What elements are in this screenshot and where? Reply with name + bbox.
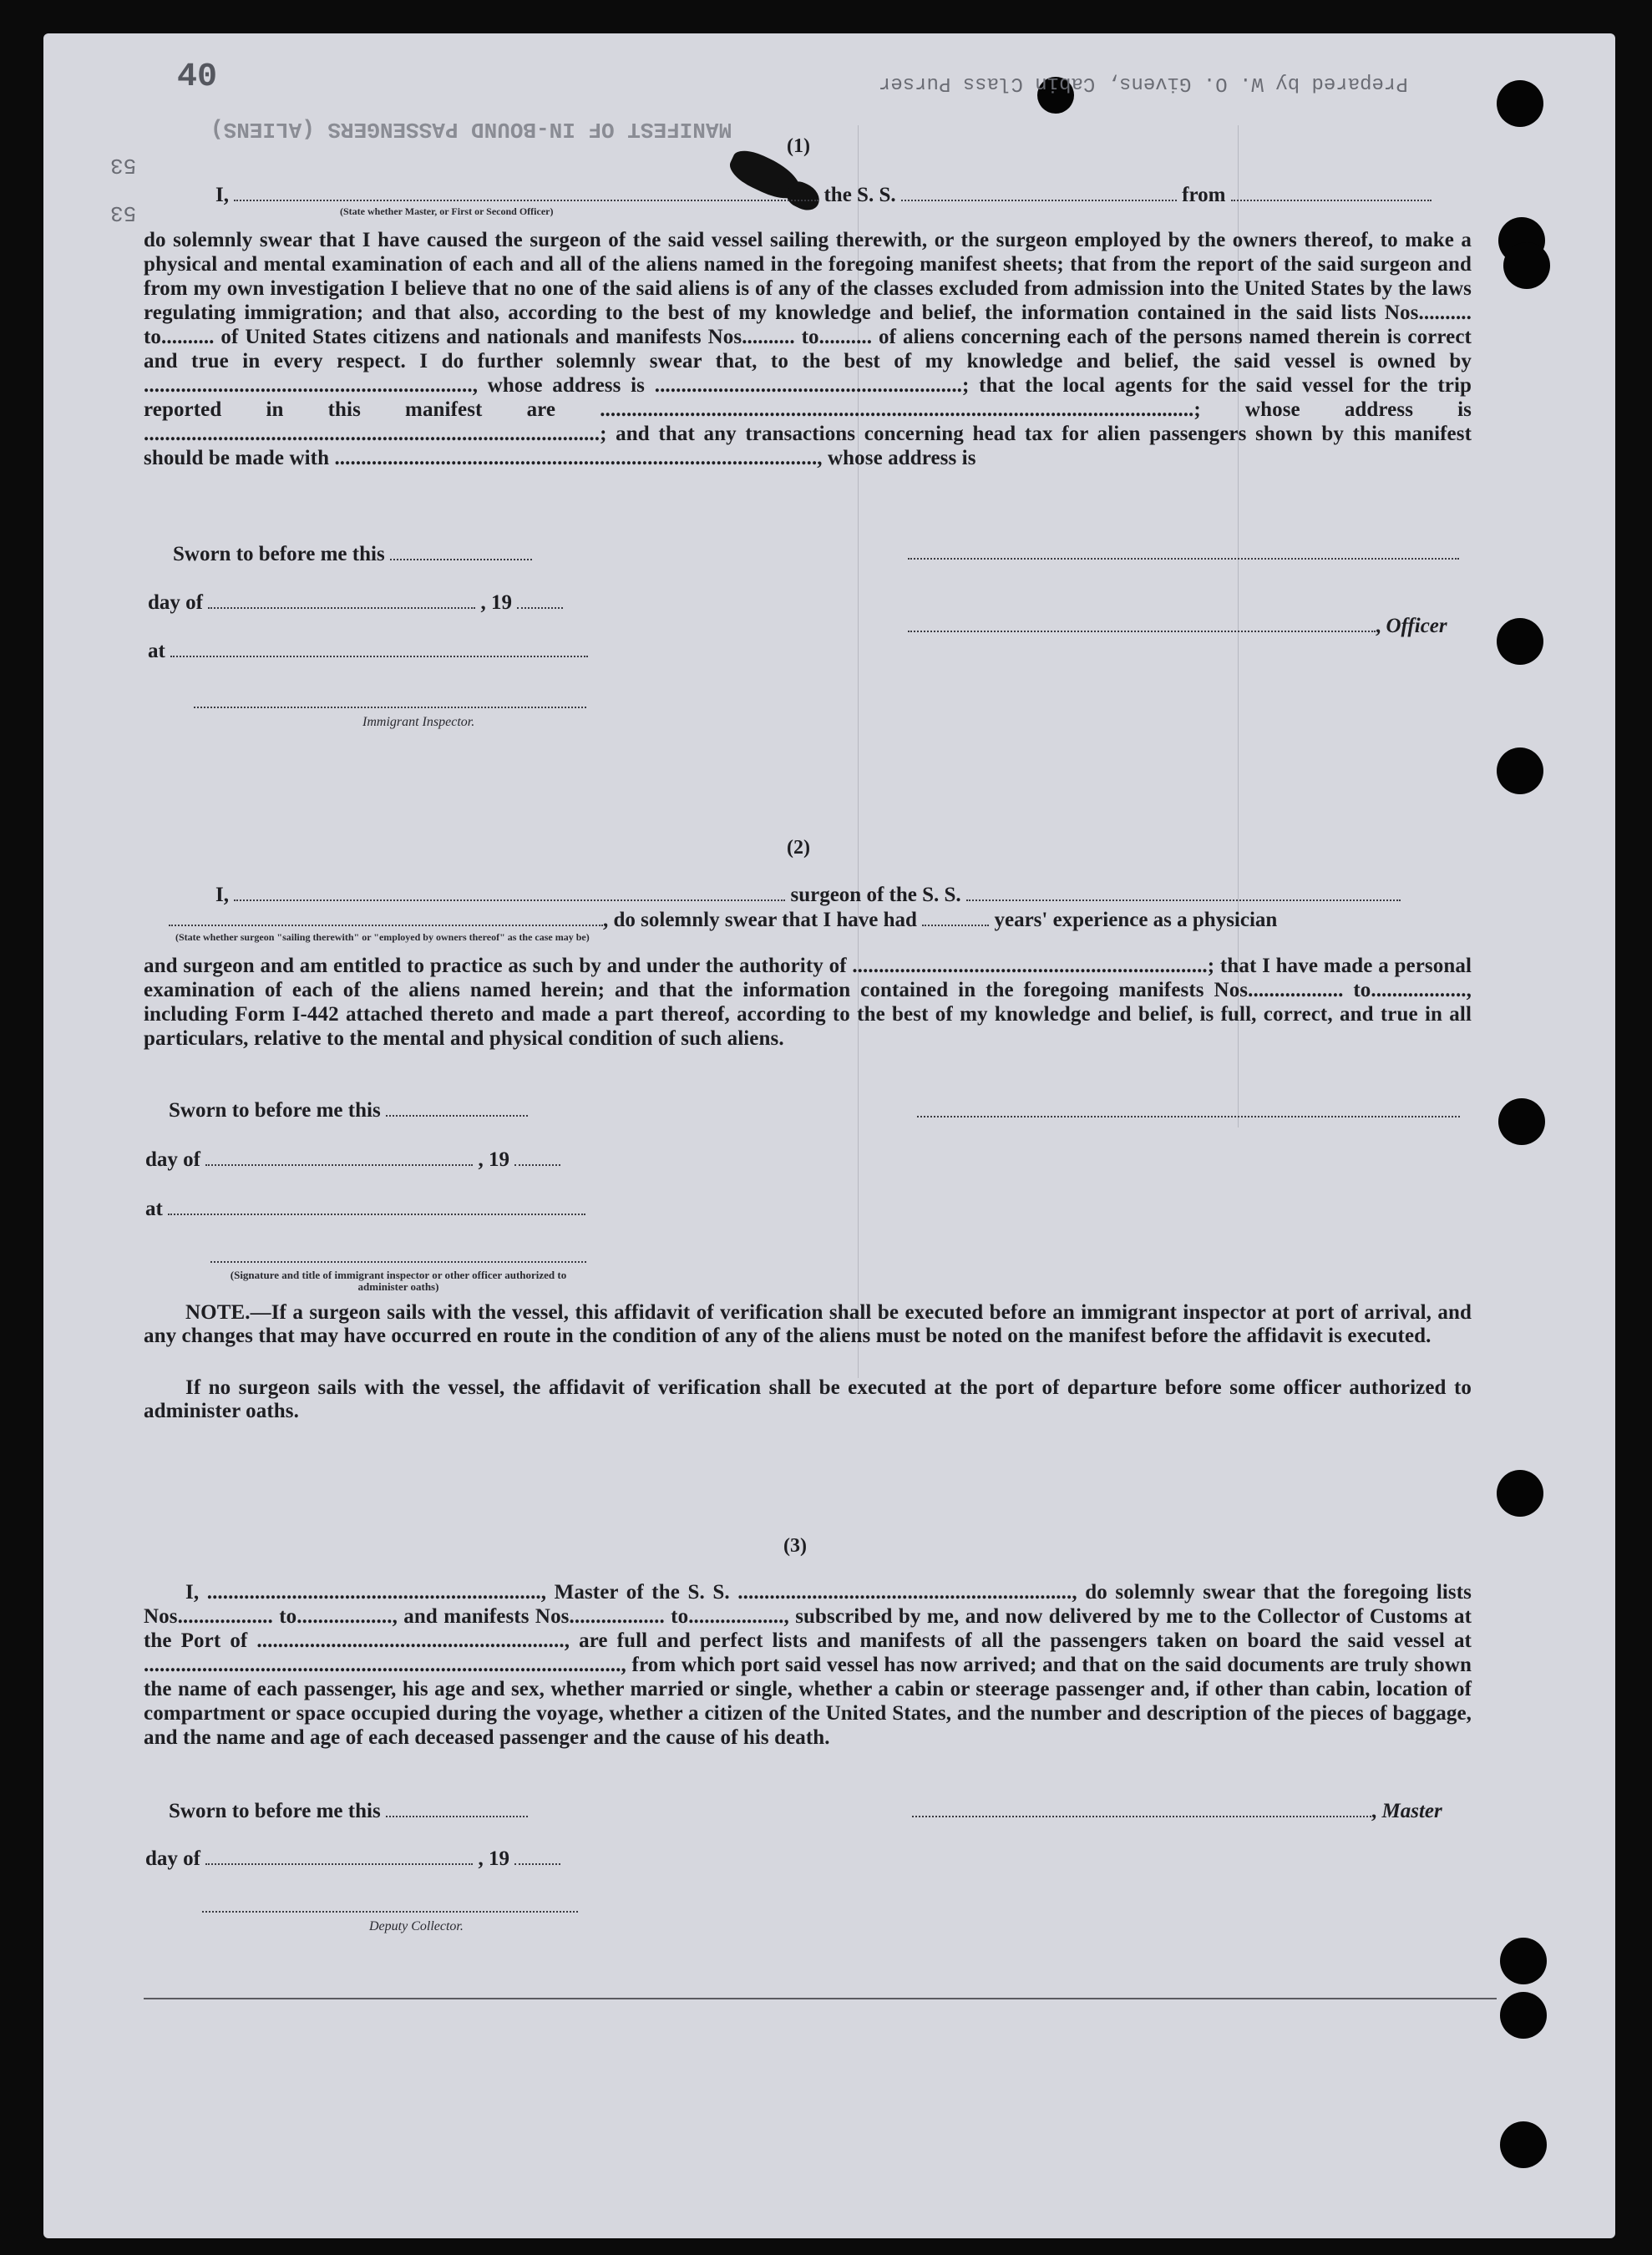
inspector-line: [210, 1261, 586, 1263]
section-1-number: (1): [787, 135, 810, 157]
punch-hole: [1500, 2121, 1547, 2168]
signature-line: [917, 1116, 1460, 1117]
section-3-sworn: Sworn to before me this: [169, 1800, 528, 1823]
collector-line: [202, 1911, 578, 1913]
punch-hole: [1500, 1938, 1547, 1984]
punch-hole: [1500, 1992, 1547, 2039]
section-1-at: at: [148, 640, 588, 663]
section-2-number: (2): [787, 837, 810, 859]
section-1-caption: (State whether Master, or First or Second Officer): [340, 205, 554, 217]
section-2-at: at: [145, 1198, 585, 1221]
name-blank: [234, 186, 818, 201]
prepared-by: Prepared by W. O. Givens, Cabin Class Purser: [879, 72, 1408, 94]
signature-line: [908, 558, 1459, 560]
section-1-body: do solemnly swear that I have caused the surgeon of the said vessel sailing therewith, or the surgeon employed by the owners thereof, to make a physical and mental examination of each and all of the aliens named in the foregoing manifest sheets; that from the report of the said surgeon and from my own investigation I believe that no one of the said aliens is of any of the classes excluded from admission into the United States by the laws regulating immigration; and that also, according to the best of my knowledge and belief, the information contained in the said lists Nos.......... to.......... of United States citizens and nationals and manifests Nos.......... to.......... of aliens concerning each of the persons named therein is correct and true in every respect. I do further solemnly swear that, to the best of my knowledge and belief, the said vessel is owned by .............................................................., whose address is ..........................................................; that the local agents for the said vessel for the trip reported in this manifest are ................................................................................................................; whose address is ......................................................................................; and that any transactions concerning head tax for alien passengers shown by this manifest should be made with ..........................................................................................., whose address is: [144, 229, 1472, 469]
document-page: [43, 33, 1615, 2238]
margin-number: 53: [110, 200, 137, 226]
margin-number: 53: [110, 153, 137, 178]
i-label: I,: [215, 184, 229, 206]
inspector-line: [194, 707, 586, 708]
section-2-line1: I, surgeon of the S. S.: [215, 884, 1401, 907]
section-2-caption: (State whether surgeon "sailing therewith" or "employed by owners thereof" as the case may be): [175, 931, 590, 943]
punch-hole: [1498, 1098, 1545, 1145]
ss-label: the S. S.: [823, 184, 896, 206]
section-2-line2: , do solemnly swear that I have had years' experience as a physician: [169, 909, 1277, 932]
section-1-day: day of , 19: [148, 591, 563, 615]
page-number: 40: [177, 58, 218, 96]
deputy-collector-caption: Deputy Collector.: [369, 1919, 464, 1933]
punch-hole: [1503, 242, 1550, 289]
punch-hole: [1497, 618, 1543, 665]
section-3-number: (3): [783, 1535, 807, 1557]
punch-hole: [1497, 1470, 1543, 1517]
section-2-body: and surgeon and am entitled to practice as such by and under the authority of ...................................................................; that I have made a personal examination of each of the aliens named herein; and that the information contained in the foregoing manifests Nos.................. to.................., including Form I-442 attached thereto and made a part thereof, according to the best of my knowledge and belief, is full, correct, and true in all particulars, relative to the mental and physical condition of such aliens.: [144, 955, 1472, 1050]
from-label: from: [1182, 184, 1226, 206]
bottom-rule: [144, 1998, 1497, 1999]
punch-hole: [1497, 80, 1543, 127]
section-2-signature-caption: (Signature and title of immigrant inspector or other officer authorized to administer oaths): [230, 1269, 567, 1293]
section-2-sworn: Sworn to before me this: [169, 1099, 528, 1122]
master-line: , Master: [912, 1800, 1442, 1823]
section-1-line1: [215, 184, 1432, 207]
section-1-sworn: Sworn to before me this: [173, 543, 532, 566]
from-blank: [1231, 186, 1432, 201]
officer-line: , Officer: [908, 615, 1447, 638]
vessel-blank: [901, 186, 1177, 201]
section-2-day: day of , 19: [145, 1148, 560, 1172]
section-3-day: day of , 19: [145, 1847, 560, 1871]
section-2-note2: If no surgeon sails with the vessel, the affidavit of verification shall be executed at the port of departure before some officer authorized to administer oaths.: [144, 1376, 1472, 1422]
immigrant-inspector-caption: Immigrant Inspector.: [362, 715, 475, 729]
section-3-body: I, ..............................................................., Master of the S. S. ..............................................................., do solemnly swear that the foregoing lists Nos.................. to.................., and manifests Nos.................. to.................., subscribed by me, and now delivered by me to the Collector of Customs at the Port of .........................................................., are full and perfect lists and manifests of all the passengers taken on board the said vessel at .........................................................................................., from which port said vessel has now arrived; and that on the said documents are truly shown the name of each passenger, his age and sex, whether married or single, whether a cabin or steerage passenger and, if other than cabin, location of compartment or space occupied during the voyage, whether a citizen of the United States, and the number and description of the pieces of baggage, and the name and age of each deceased passenger and the cause of his death.: [144, 1581, 1472, 1749]
section-2-note: NOTE.—If a surgeon sails with the vessel, this affidavit of verification shall be executed before an immigrant inspector at port of arrival, and any changes that may have occurred en route in the condition of any of the aliens must be noted on the manifest before the affidavit is executed.: [144, 1301, 1472, 1347]
manifest-title: MANIFEST OF IN-BOUND PASSENGERS (ALIENS): [210, 117, 732, 142]
punch-hole: [1497, 747, 1543, 794]
